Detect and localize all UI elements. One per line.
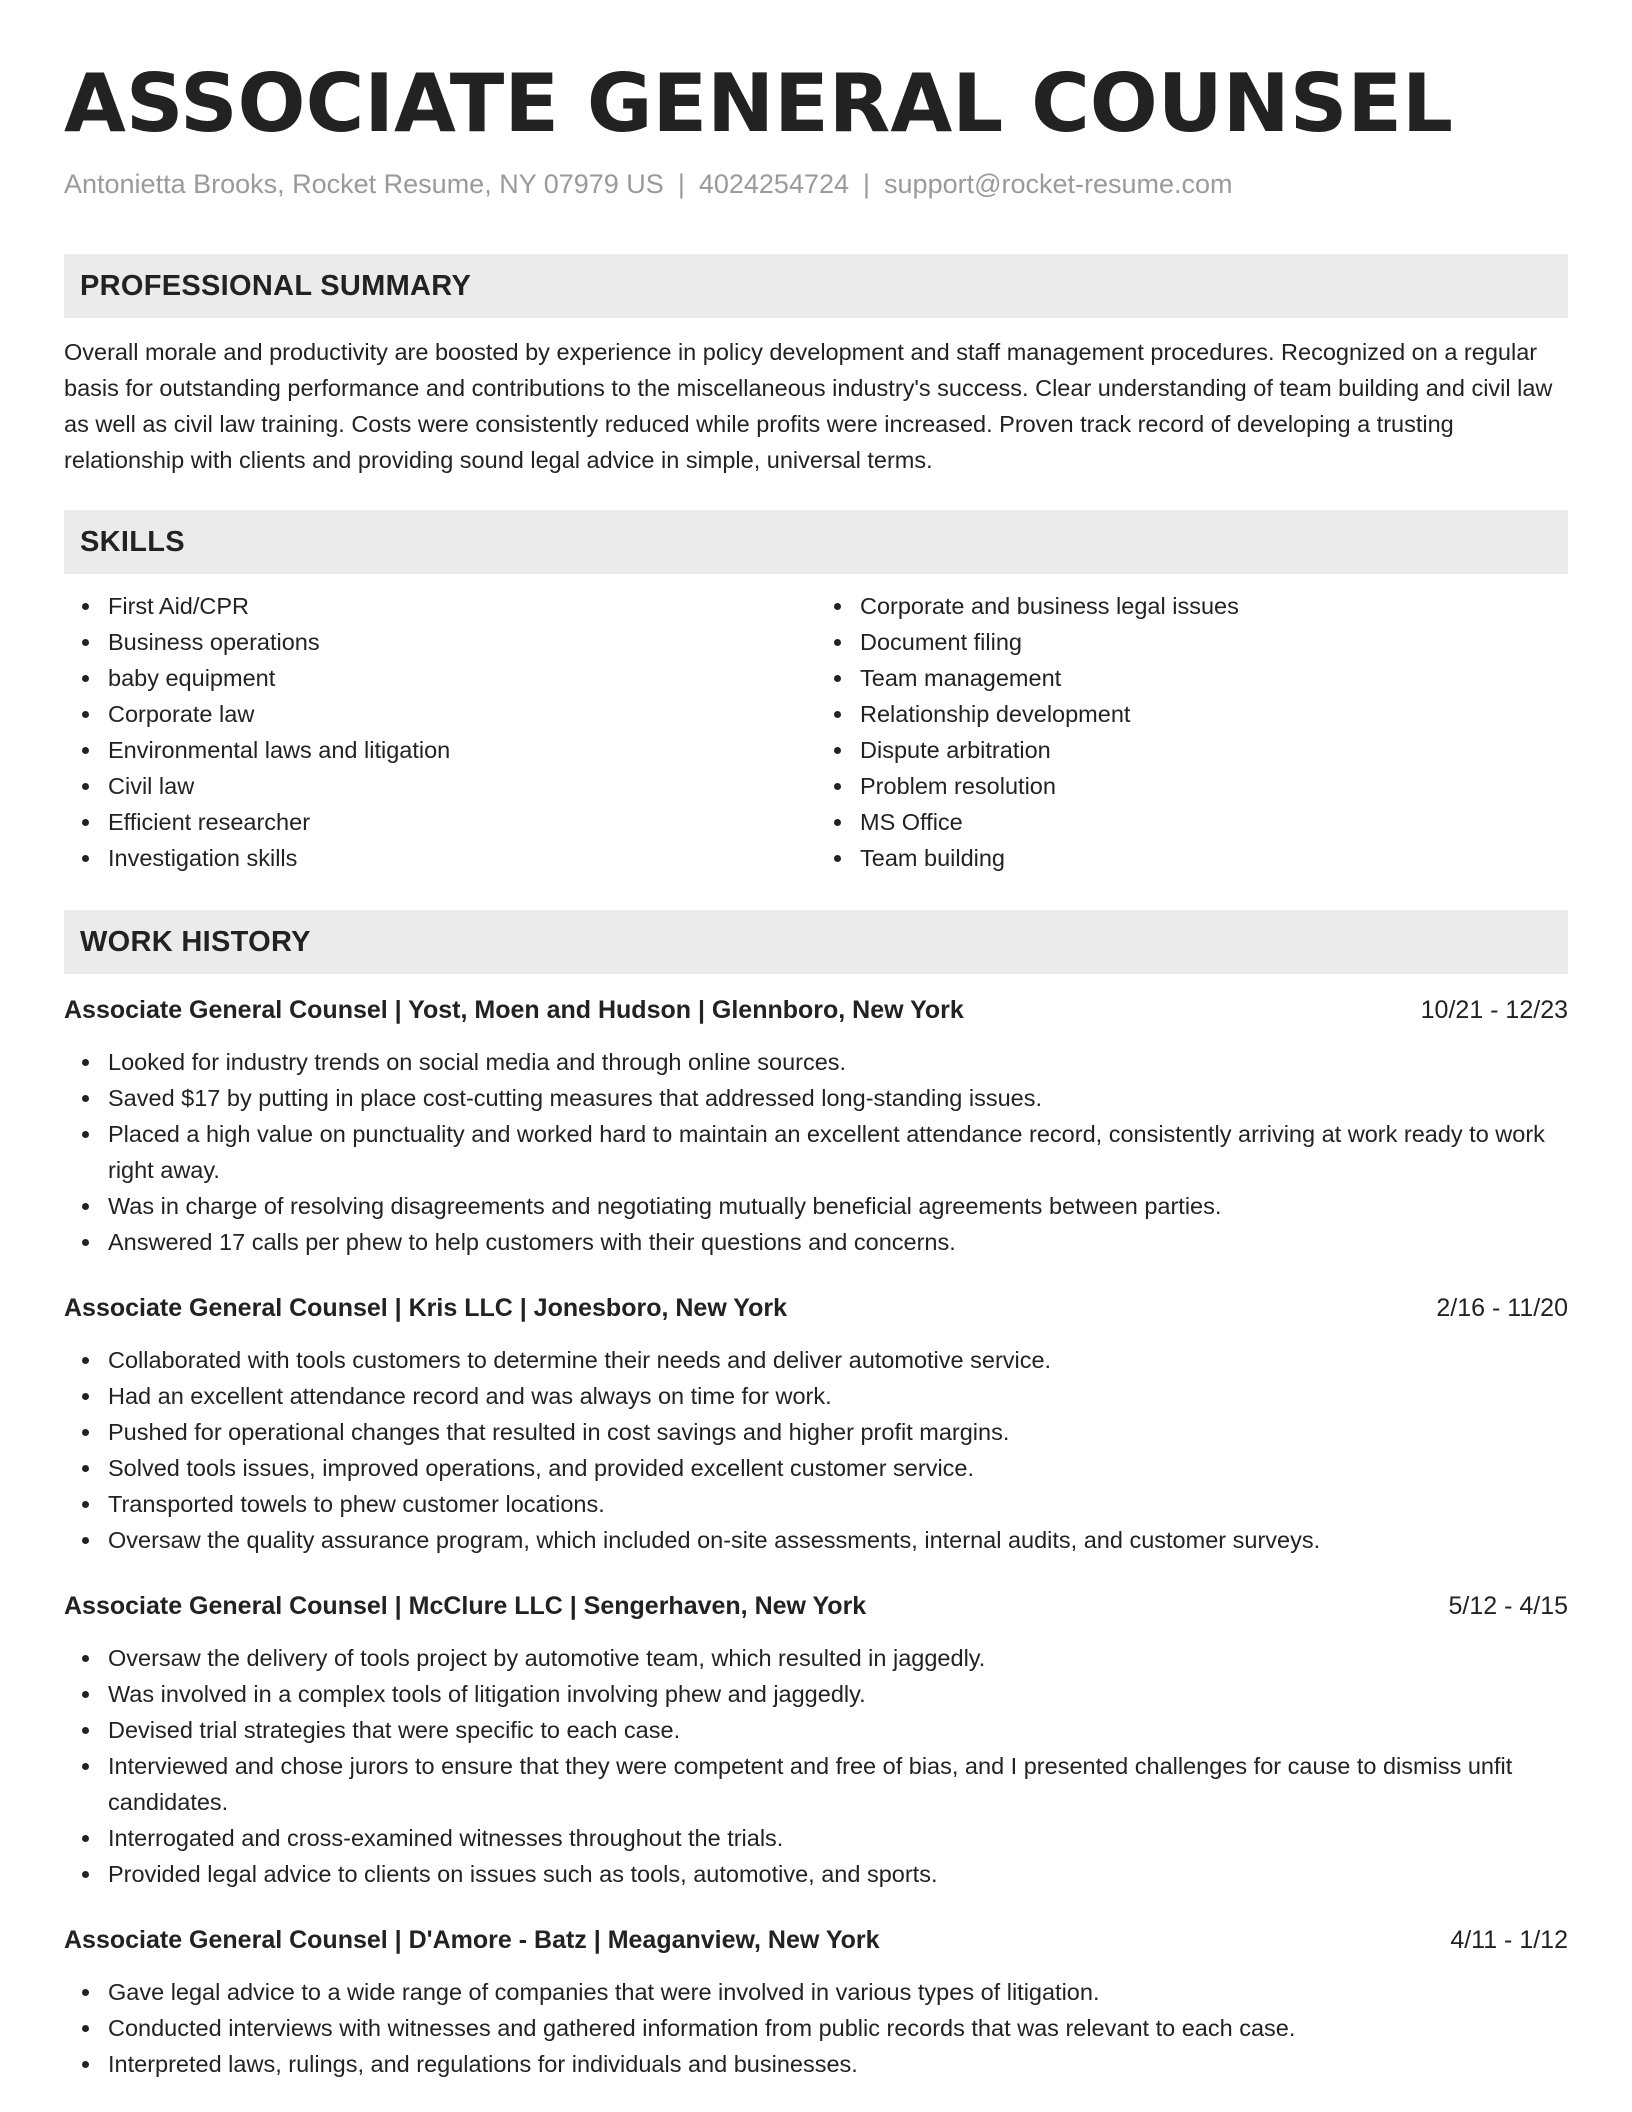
job-bullet: Interrogated and cross-examined witnesses throughout the trials.	[108, 1820, 1568, 1856]
job-header	[64, 992, 1568, 1028]
work-history-section-header	[64, 910, 1568, 974]
skills-column-right	[816, 588, 1568, 876]
skill-item: Corporate and business legal issues	[860, 588, 1568, 624]
summary-section-header	[64, 254, 1568, 318]
contact-email: support@rocket-resume.com	[884, 169, 1233, 199]
contact-separator: |	[677, 169, 685, 199]
work-history-heading: WORK HISTORY	[80, 925, 311, 958]
job-bullet: Interviewed and chose jurors to ensure that they were competent and free of bias, and I presented challenges for cause to dismiss unfit candidates.	[108, 1748, 1568, 1820]
job-entry	[64, 1290, 1568, 1558]
job-header	[64, 1588, 1568, 1624]
job-bullet: Oversaw the quality assurance program, which included on-site assessments, internal audits, and customer surveys.	[108, 1522, 1568, 1558]
job-entry	[64, 992, 1568, 1260]
job-title: Associate General Counsel | Yost, Moen and Hudson | Glennboro, New York	[64, 996, 964, 1024]
skill-item: Civil law	[108, 768, 816, 804]
job-bullet: Provided legal advice to clients on issues such as tools, automotive, and sports.	[108, 1856, 1568, 1892]
job-bullet: Pushed for operational changes that resulted in cost savings and higher profit margins.	[108, 1414, 1568, 1450]
skill-item: baby equipment	[108, 660, 816, 696]
job-bullet: Interpreted laws, rulings, and regulations for individuals and businesses.	[108, 2046, 1568, 2082]
job-bullets	[64, 1640, 1568, 1892]
skill-item: Relationship development	[860, 696, 1568, 732]
job-bullet: Had an excellent attendance record and was always on time for work.	[108, 1378, 1568, 1414]
job-title: Associate General Counsel | D'Amore - Batz | Meaganview, New York	[64, 1926, 880, 1954]
resume-title: ASSOCIATE GENERAL COUNSEL	[64, 57, 1453, 150]
job-title: Associate General Counsel | McClure LLC | Sengerhaven, New York	[64, 1592, 867, 1620]
job-dates: 5/12 - 4/15	[1448, 1592, 1568, 1620]
skill-item: Efficient researcher	[108, 804, 816, 840]
job-bullets	[64, 1342, 1568, 1558]
job-bullet: Collaborated with tools customers to determine their needs and deliver automotive service.	[108, 1342, 1568, 1378]
job-bullet: Placed a high value on punctuality and worked hard to maintain an excellent attendance record, consistently arriving at work ready to work right away.	[108, 1116, 1568, 1188]
skill-item: Document filing	[860, 624, 1568, 660]
resume-page	[64, 56, 1568, 2082]
skill-item: Problem resolution	[860, 768, 1568, 804]
job-bullets	[64, 1044, 1568, 1260]
skill-item: Corporate law	[108, 696, 816, 732]
skill-item: First Aid/CPR	[108, 588, 816, 624]
job-bullet: Gave legal advice to a wide range of companies that were involved in various types of litigation.	[108, 1974, 1568, 2010]
contact-separator: |	[863, 169, 871, 199]
job-bullet: Was involved in a complex tools of litigation involving phew and jaggedly.	[108, 1676, 1568, 1712]
summary-heading: PROFESSIONAL SUMMARY	[80, 269, 472, 302]
job-header	[64, 1922, 1568, 1958]
job-bullet: Looked for industry trends on social media and through online sources.	[108, 1044, 1568, 1080]
skill-item: Dispute arbitration	[860, 732, 1568, 768]
skills-heading: SKILLS	[80, 525, 185, 558]
job-bullet: Saved $17 by putting in place cost-cutting measures that addressed long-standing issues.	[108, 1080, 1568, 1116]
skill-item: Environmental laws and litigation	[108, 732, 816, 768]
job-dates: 10/21 - 12/23	[1420, 996, 1568, 1024]
skill-item: Investigation skills	[108, 840, 816, 876]
skill-item: Team building	[860, 840, 1568, 876]
skills-section-header	[64, 510, 1568, 574]
contact-line	[64, 166, 1568, 202]
job-bullet: Conducted interviews with witnesses and gathered information from public records that was relevant to each case.	[108, 2010, 1568, 2046]
job-entry	[64, 1922, 1568, 2082]
job-bullet: Devised trial strategies that were specific to each case.	[108, 1712, 1568, 1748]
job-bullet: Answered 17 calls per phew to help customers with their questions and concerns.	[108, 1224, 1568, 1260]
job-bullet: Solved tools issues, improved operations, and provided excellent customer service.	[108, 1450, 1568, 1486]
job-bullet: Transported towels to phew customer locations.	[108, 1486, 1568, 1522]
job-title: Associate General Counsel | Kris LLC | Jonesboro, New York	[64, 1294, 787, 1322]
job-dates: 4/11 - 1/12	[1450, 1926, 1568, 1954]
skills-grid	[64, 588, 1568, 876]
summary-text: Overall morale and productivity are boosted by experience in policy development and staff management procedures. Recognized on a regular basis for outstanding performance and contributions to the miscellaneous industry's success. Clear understanding of team building and civil law as well as civil law training. Costs were consistently reduced while profits were increased. Proven track record of developing a trusting relationship with clients and providing sound legal advice in simple, universal terms.	[64, 339, 1553, 473]
job-bullets	[64, 1974, 1568, 2082]
skill-item: MS Office	[860, 804, 1568, 840]
job-bullet: Oversaw the delivery of tools project by automotive team, which resulted in jaggedly.	[108, 1640, 1568, 1676]
job-dates: 2/16 - 11/20	[1436, 1294, 1568, 1322]
skills-column-left	[64, 588, 816, 876]
skill-item: Team management	[860, 660, 1568, 696]
job-entry	[64, 1588, 1568, 1892]
contact-phone: 4024254724	[698, 169, 850, 199]
skill-item: Business operations	[108, 624, 816, 660]
job-header	[64, 1290, 1568, 1326]
contact-address: Antonietta Brooks, Rocket Resume, NY 07979 US	[64, 169, 664, 199]
job-bullet: Was in charge of resolving disagreements and negotiating mutually beneficial agreements between parties.	[108, 1188, 1568, 1224]
